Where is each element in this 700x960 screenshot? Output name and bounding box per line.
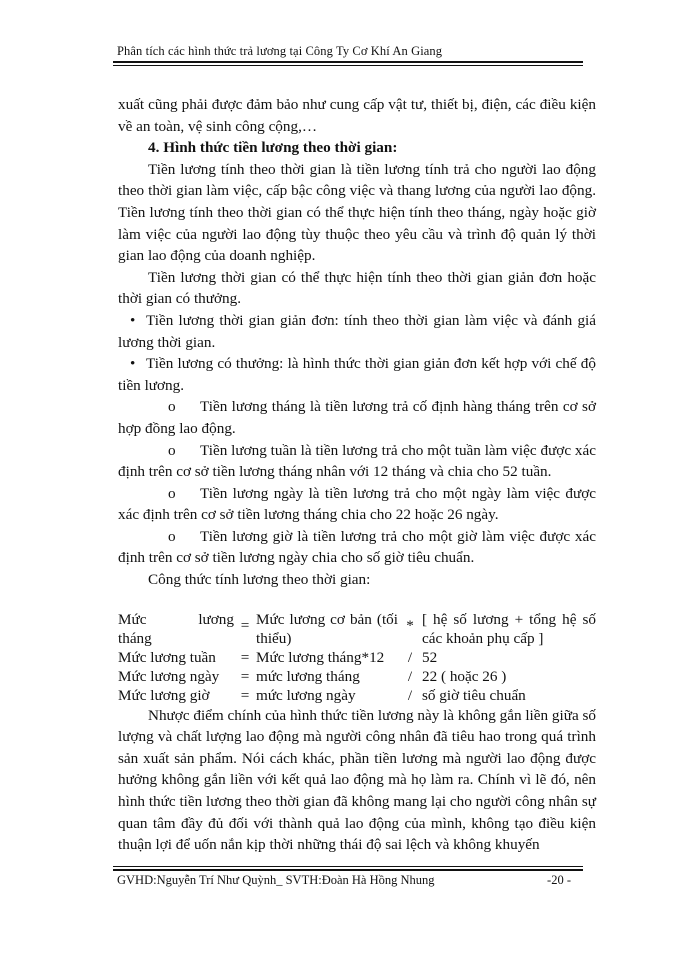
formula-equals: = [240, 667, 250, 685]
footer-rule-thick [113, 869, 583, 871]
formula-operator: / [407, 686, 413, 704]
paragraph-continuation: xuất cũng phải được đảm bảo như cung cấp vật tư, thiết bị, điện, các điều kiện về an toàn, vệ sinh công cộng,… [118, 96, 596, 135]
paragraph-types: Tiền lương thời gian có thể thực hiện tính theo thời gian giản đơn hoặc thời gian có thưởng. [118, 268, 596, 308]
formula-label: Mức lương giờ [118, 686, 210, 704]
formula-rhs: 52 [422, 648, 438, 666]
sub-list-mark: o [168, 398, 176, 416]
formula-rhs: 22 ( hoặc 26 ) [422, 667, 507, 685]
page-number: -20 - [547, 873, 571, 887]
formula-row [118, 648, 596, 667]
formula-label-word: Mức [118, 610, 147, 628]
section-heading: 4. Hình thức tiền lương theo thời gian: [148, 139, 398, 157]
sub-list-item [118, 526, 596, 569]
formula-rhs: số giờ tiêu chuẩn [422, 686, 526, 704]
sub-list-item [118, 483, 596, 526]
formula-table [118, 610, 596, 705]
formula-expression: Mức lương cơ bản (tối thiểu) [256, 610, 398, 647]
running-header: Phân tích các hình thức trả lương tại Công Ty Cơ Khí An Giang [117, 44, 443, 58]
body-text [118, 94, 596, 856]
bullet-mark: • [130, 311, 136, 329]
sub-list-text: Tiền lương tuần là tiền lương trả cho một tuần làm việc được xác định trên cơ sở tiền lương tháng nhân với 12 tháng và chia cho 52 tuần. [118, 441, 596, 481]
formula-rhs: [ hệ số lương + tổng hệ số các khoản phụ cấp ] [422, 610, 596, 647]
formula-row [118, 667, 596, 686]
formula-operator: * [406, 616, 414, 634]
bullet-mark: • [130, 355, 136, 373]
sub-list-item [118, 440, 596, 483]
bullet-item [118, 310, 596, 353]
sub-list-mark: o [168, 527, 176, 545]
formula-equals: = [240, 648, 250, 666]
header-rule-thick [113, 61, 583, 63]
formula-label-word: tháng [118, 629, 152, 647]
paragraph-disadvantage: Nhược điểm chính của hình thức tiền lương này là không gắn liền giữa số lượng và chất lượng lao động mà người công nhân đã tiêu hao trong quá trình sản xuất sản phẩm. Nói cách khác, phần tiền lương mà người lao động được hưởng không gắn liền với kết quả lao động mà họ làm ra. Chính vì lẽ đó, nên hình thức tiền lương theo thời gian đã không mang lại cho người công nhân sự quan tâm đầy đủ đối với thành quả lao động của mình, không tạo điều kiện thuận lợi để uốn nắn kịp thời những thái độ sai lệch và không khuyến [118, 706, 596, 854]
formula-expression: mức lương ngày [256, 686, 356, 704]
sub-list-text: Tiền lương tháng là tiền lương trả cố định hàng tháng trên cơ sở hợp đồng lao động. [118, 398, 596, 437]
formula-operator: / [407, 667, 413, 685]
sub-list-mark: o [168, 441, 176, 459]
formula-row [118, 610, 596, 648]
formula-equals: = [240, 686, 250, 704]
sub-list-text: Tiền lương ngày là tiền lương trả cho một ngày làm việc được xác định trên cơ sở tiền lương tháng chia cho 22 hoặc 26 ngày. [118, 484, 596, 524]
formula-label-word: lương [198, 610, 234, 628]
formula-operator: / [407, 648, 413, 666]
paragraph-definition: Tiền lương tính theo thời gian là tiền lương tính trả cho người lao động theo thời gian làm việc, cấp bậc công việc và thang lương của người lao động. Tiền lương tính theo thời gian có thể thực hiện tính theo tháng, ngày hoặc giờ làm việc của người lao động tùy thuộc theo yêu cầu và trình độ quản lý thời gian lao động của doanh nghiệp. [118, 160, 596, 265]
sub-list-item [118, 396, 596, 439]
formula-label: Mức lương ngày [118, 667, 220, 685]
formula-expression: mức lương tháng [256, 667, 360, 685]
bullet-item [118, 353, 596, 396]
footer-rule-thin [113, 866, 583, 867]
formula-intro: Công thức tính lương theo thời gian: [148, 571, 371, 589]
formula-equals: = [240, 616, 250, 634]
sub-list-mark: o [168, 484, 176, 502]
formula-label [118, 610, 234, 648]
formula-label: Mức lương tuần [118, 648, 216, 666]
formula-expression: Mức lương tháng*12 [256, 648, 385, 666]
bullet-text: Tiền lương thời gian giản đơn: tính theo thời gian làm việc và đánh giá lương thời gian. [118, 311, 596, 351]
footer-authors: GVHD:Nguyễn Trí Như Quỳnh_ SVTH:Đoàn Hà Hồng Nhung [117, 873, 435, 887]
bullet-text: Tiền lương có thưởng: là hình thức thời gian giản đơn kết hợp với chế độ tiền lương. [118, 355, 596, 394]
formula-row [118, 686, 596, 705]
header-rule-thin [113, 65, 583, 66]
sub-list-text: Tiền lương giờ là tiền lương trả cho một giờ làm việc được xác định trên cơ sở tiền lương ngày chia cho số giờ tiêu chuẩn. [118, 527, 596, 567]
